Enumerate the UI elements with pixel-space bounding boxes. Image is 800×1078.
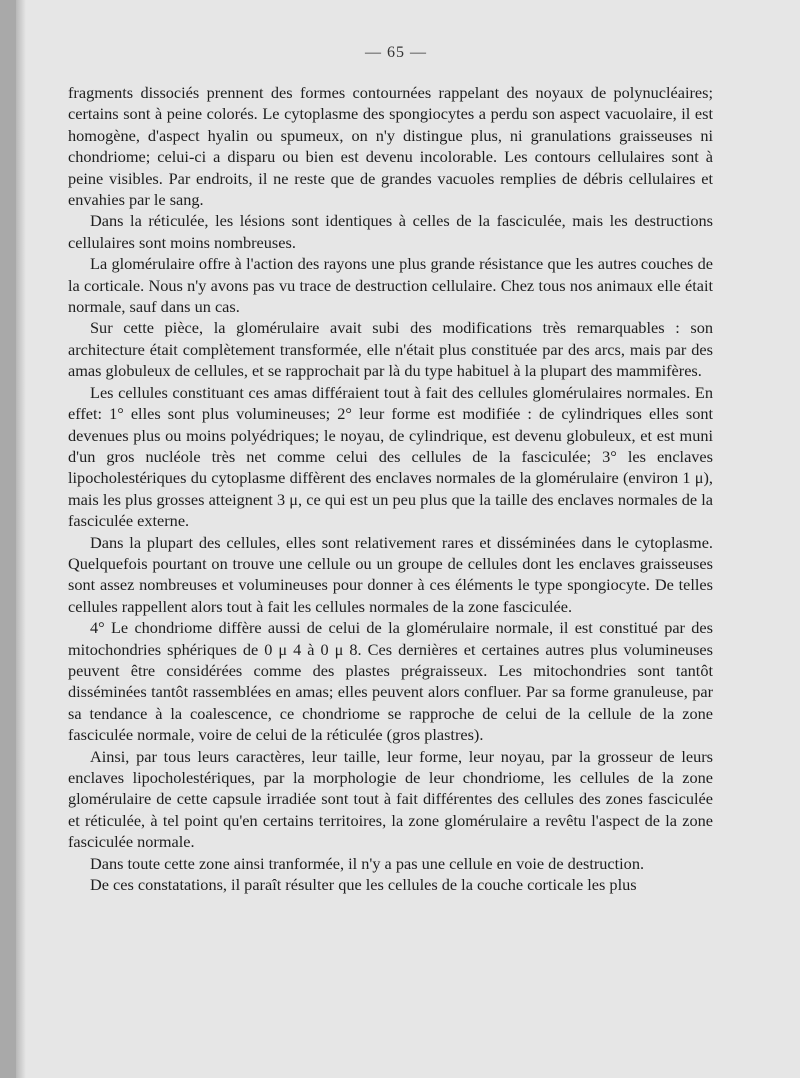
paragraph-4: Sur cette pièce, la glomérulaire avait subi des modifications très remarquables : son architecture était complètement transformée, elle n'était plus constituée par des arcs, mais par des amas globuleux de cellules, et se rapprochait par là du type habituel à la plupart des mammifères. <box>68 318 713 381</box>
body-text <box>68 82 713 895</box>
paragraph-2: Dans la réticulée, les lésions sont identiques à celles de la fasciculée, mais les destructions cellulaires sont moins nombreuses. <box>68 211 713 252</box>
paragraph-1: fragments dissociés prennent des formes contournées rappelant des noyaux de polynucléaires; certains sont à peine colorés. Le cytoplasme des spongiocytes a perdu son aspect vacuolaire, il est homogène, d'aspect hyalin ou spumeux, on n'y distingue plus, ni granulations graisseuses ni chondriome; celui-ci a disparu ou bien est devenu incolorable. Les contours cellulaires sont à peine visibles. Par endroits, il ne reste que de grandes vacuoles remplies de débris cellulaires et envahies par le sang. <box>68 83 713 210</box>
page-edge-shadow <box>16 0 26 1078</box>
paragraph-9: Dans toute cette zone ainsi tranformée, il n'y a pas une cellule en voie de destruction. <box>90 853 645 873</box>
paragraph-3: La glomérulaire offre à l'action des rayons une plus grande résistance que les autres couches de la corticale. Nous n'y avons pas vu trace de destruction cellulaire. Chez tous nos animaux elle était normale, sauf dans un cas. <box>68 254 713 317</box>
paragraph-5: Les cellules constituant ces amas différaient tout à fait des cellules glomérulaires normales. En effet: 1° elles sont plus volumineuses; 2° leur forme est modifiée : de cylindriques elles sont devenues plus ou moins polyédriques; le noyau, de cylindrique, est devenu globuleux, et est muni d'un gros nucléole très net comme celui des cellules de la fasciculée; 3° les enclaves lipocholestériques du cytoplasme diffèrent des enclaves normales de la glomérulaire (environ 1 μ), mais les plus grosses atteignent 3 μ, ce qui est un peu plus que la taille des enclaves normales de la fasciculée externe. <box>68 382 713 531</box>
paragraph-6: Dans la plupart des cellules, elles sont relativement rares et disséminées dans le cytoplasme. Quelquefois pourtant on trouve une cellule ou un groupe de cellules dont les enclaves graisseuses sont assez nombreuses et volumineuses pour donner à ces éléments le type spongiocyte. De telles cellules rappellent alors tout à fait les cellules normales de la zone fasciculée. <box>68 532 713 616</box>
paragraph-7: 4° Le chondriome diffère aussi de celui de la glomérulaire normale, il est constitué par des mitochondries sphériques de 0 μ 4 à 0 μ 8. Ces dernières et certaines autres plus volumineuses peuvent être considérées comme des plastes prégraisseux. Les mitochondries sont tantôt disséminées tantôt rassemblées en amas; elles peuvent alors confluer. Par sa forme granuleuse, par sa tendance à la coalescence, ce chondriome se rapproche de celui de la cellule de la zone fasciculée normale, voire de celui de la réticulée (gros plastres). <box>68 618 713 745</box>
book-page <box>16 0 800 1078</box>
paragraph-8: Ainsi, par tous leurs caractères, leur taille, leur forme, leur noyau, par la grosseur de leurs enclaves lipocholestériques, par la morphologie de leur chondriome, les cellules de la zone glomérulaire de cette capsule irradiée sont tout à fait différentes des cellules des zones fasciculée et réticulée, à tel point qu'en certains territoires, la zone glomérulaire a revêtu l'aspect de la zone fasciculée normale. <box>68 746 713 852</box>
paragraph-10: De ces constatations, il paraît résulter que les cellules de la couche corticale les plus <box>90 875 637 895</box>
page-number: — 65 — <box>365 44 427 61</box>
